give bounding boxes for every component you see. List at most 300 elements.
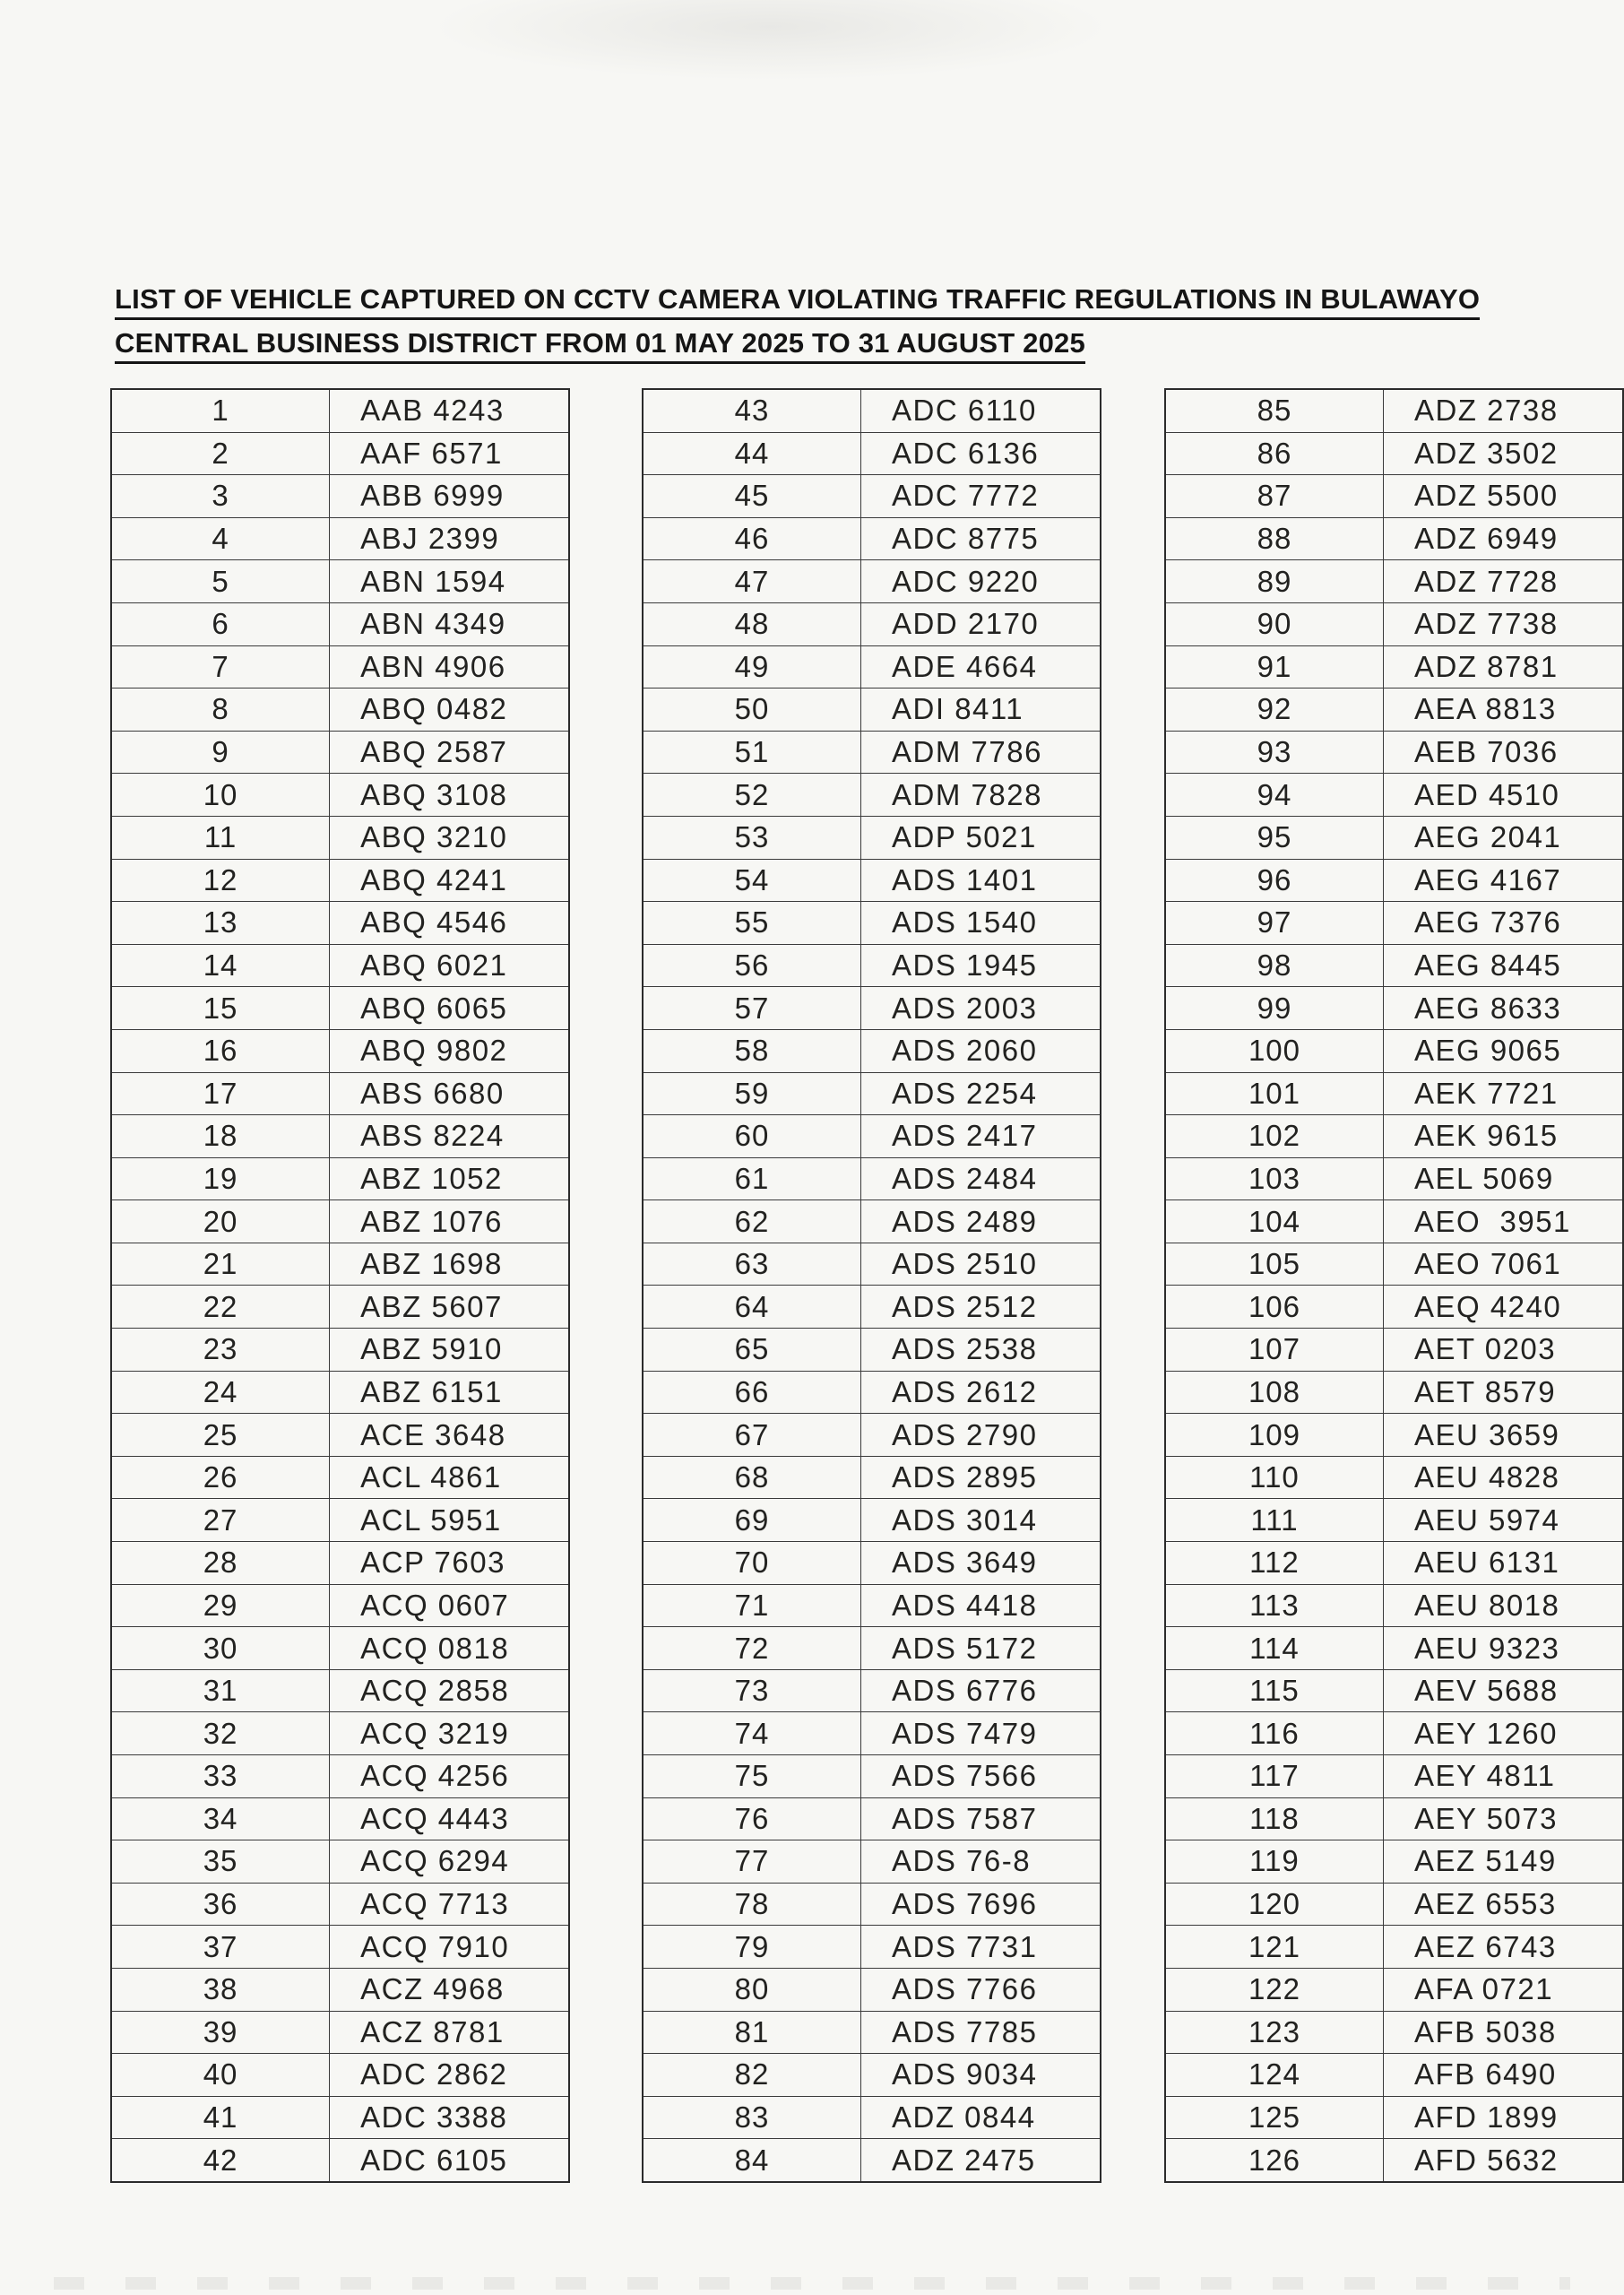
table-row [1165, 1926, 1623, 1969]
plate-number: ADS 2510 [861, 1243, 1101, 1286]
table-row [1165, 1456, 1623, 1499]
table-row [111, 1200, 569, 1243]
row-number: 39 [111, 2011, 330, 2054]
table-row [1165, 902, 1623, 945]
row-number: 104 [1165, 1200, 1383, 1243]
table-row [643, 859, 1101, 902]
table-row [1165, 944, 1623, 987]
table-row [1165, 774, 1623, 817]
row-number: 98 [1165, 944, 1383, 987]
row-number: 41 [111, 2096, 330, 2139]
plate-number: AAF 6571 [330, 432, 569, 475]
table-row [111, 1584, 569, 1627]
plate-number: AEV 5688 [1383, 1669, 1623, 1712]
table-row [111, 1456, 569, 1499]
row-number: 83 [643, 2096, 861, 2139]
row-number: 65 [643, 1329, 861, 1372]
row-number: 92 [1165, 688, 1383, 732]
plate-number: AEU 9323 [1383, 1627, 1623, 1670]
table-row [1165, 1627, 1623, 1670]
plate-number: ADM 7786 [861, 731, 1101, 774]
table-row [1165, 859, 1623, 902]
table-row [111, 389, 569, 432]
table-row [111, 2011, 569, 2054]
row-number: 9 [111, 731, 330, 774]
plate-number: ADS 1540 [861, 902, 1101, 945]
row-number: 106 [1165, 1286, 1383, 1329]
plate-number: ACQ 2858 [330, 1669, 569, 1712]
row-number: 3 [111, 475, 330, 518]
row-number: 21 [111, 1243, 330, 1286]
row-number: 97 [1165, 902, 1383, 945]
table-row [111, 1926, 569, 1969]
plate-number: AET 0203 [1383, 1329, 1623, 1372]
table-row [643, 389, 1101, 432]
table-row [1165, 816, 1623, 859]
plate-number: ABQ 4241 [330, 859, 569, 902]
row-number: 67 [643, 1414, 861, 1457]
table-row [111, 1286, 569, 1329]
table-row [111, 2054, 569, 2097]
table-row [643, 517, 1101, 560]
table-row [643, 1797, 1101, 1840]
plate-number: ABZ 1076 [330, 1200, 569, 1243]
table-row [643, 1371, 1101, 1414]
table-row [111, 902, 569, 945]
plate-number: ACZ 4968 [330, 1968, 569, 2011]
plate-number: ADZ 2475 [861, 2139, 1101, 2182]
table-row [1165, 1669, 1623, 1712]
plate-number: AEO 3951 [1383, 1200, 1623, 1243]
plate-number: ADS 3014 [861, 1499, 1101, 1542]
table-row [643, 1414, 1101, 1457]
row-number: 15 [111, 987, 330, 1030]
row-number: 47 [643, 560, 861, 603]
row-number: 107 [1165, 1329, 1383, 1372]
table-row [643, 1584, 1101, 1627]
plate-number: ABZ 5910 [330, 1329, 569, 1372]
table-row [1165, 1414, 1623, 1457]
plate-number: ACQ 4256 [330, 1755, 569, 1798]
table-row [1165, 602, 1623, 645]
plate-number: ABZ 5607 [330, 1286, 569, 1329]
row-number: 95 [1165, 816, 1383, 859]
plate-number: AEG 9065 [1383, 1029, 1623, 1072]
plate-number: ADI 8411 [861, 688, 1101, 732]
plate-number: ADS 7731 [861, 1926, 1101, 1969]
plate-number: AFD 5632 [1383, 2139, 1623, 2182]
row-number: 70 [643, 1542, 861, 1585]
row-number: 10 [111, 774, 330, 817]
table-row [1165, 1499, 1623, 1542]
table-row [1165, 2054, 1623, 2097]
plate-number: AEL 5069 [1383, 1157, 1623, 1200]
row-number: 117 [1165, 1755, 1383, 1798]
row-number: 56 [643, 944, 861, 987]
row-number: 57 [643, 987, 861, 1030]
row-number: 108 [1165, 1371, 1383, 1414]
table-row [111, 731, 569, 774]
plate-number: AEG 8633 [1383, 987, 1623, 1030]
row-number: 33 [111, 1755, 330, 1798]
table-row [643, 1243, 1101, 1286]
row-number: 12 [111, 859, 330, 902]
table-row [111, 1115, 569, 1158]
plate-number: ACQ 7713 [330, 1883, 569, 1926]
plate-number: ACQ 3219 [330, 1712, 569, 1755]
row-number: 99 [1165, 987, 1383, 1030]
plate-number: AEU 6131 [1383, 1542, 1623, 1585]
plate-number: AEQ 4240 [1383, 1286, 1623, 1329]
plate-number: ACP 7603 [330, 1542, 569, 1585]
table-row [643, 1755, 1101, 1798]
row-number: 4 [111, 517, 330, 560]
plate-number: ADS 6776 [861, 1669, 1101, 1712]
table-row [643, 1712, 1101, 1755]
row-number: 18 [111, 1115, 330, 1158]
table-row [1165, 1797, 1623, 1840]
plate-number: AED 4510 [1383, 774, 1623, 817]
table-row [643, 1029, 1101, 1072]
plate-number: ACQ 7910 [330, 1926, 569, 1969]
row-number: 114 [1165, 1627, 1383, 1670]
table-row [643, 475, 1101, 518]
table-row [643, 688, 1101, 732]
plate-number: AEG 8445 [1383, 944, 1623, 987]
plate-number: ADZ 8781 [1383, 645, 1623, 688]
row-number: 89 [1165, 560, 1383, 603]
table-row [643, 1456, 1101, 1499]
table-row [1165, 517, 1623, 560]
row-number: 8 [111, 688, 330, 732]
table-row [111, 987, 569, 1030]
row-number: 71 [643, 1584, 861, 1627]
plate-number: ABB 6999 [330, 475, 569, 518]
document-title [115, 285, 1480, 373]
table-row [1165, 475, 1623, 518]
table-row [1165, 1329, 1623, 1372]
table-row [111, 432, 569, 475]
row-number: 86 [1165, 432, 1383, 475]
table-row [643, 560, 1101, 603]
table-row [643, 1072, 1101, 1115]
table-row [111, 645, 569, 688]
plate-number: AEY 5073 [1383, 1797, 1623, 1840]
table-row [111, 1414, 569, 1457]
plate-number: ADS 2538 [861, 1329, 1101, 1372]
row-number: 35 [111, 1840, 330, 1884]
plate-number: ACQ 6294 [330, 1840, 569, 1884]
table-row [1165, 1200, 1623, 1243]
table-row [1165, 645, 1623, 688]
table-row [111, 1712, 569, 1755]
plate-number: ABJ 2399 [330, 517, 569, 560]
row-number: 111 [1165, 1499, 1383, 1542]
row-number: 34 [111, 1797, 330, 1840]
row-number: 45 [643, 475, 861, 518]
plate-number: ABN 4906 [330, 645, 569, 688]
plate-number: ADC 6105 [330, 2139, 569, 2182]
table-row [643, 1200, 1101, 1243]
row-number: 81 [643, 2011, 861, 2054]
table-row [111, 774, 569, 817]
plate-number: AEG 4167 [1383, 859, 1623, 902]
row-number: 40 [111, 2054, 330, 2097]
plate-number: ADS 2003 [861, 987, 1101, 1030]
table-row [111, 1968, 569, 2011]
table-row [111, 1669, 569, 1712]
row-number: 123 [1165, 2011, 1383, 2054]
row-number: 43 [643, 389, 861, 432]
table-row [1165, 2096, 1623, 2139]
plate-number: AEU 3659 [1383, 1414, 1623, 1457]
title-line-2: CENTRAL BUSINESS DISTRICT FROM 01 MAY 2025 TO 31 AUGUST 2025 [115, 329, 1085, 364]
table-row [643, 1157, 1101, 1200]
row-number: 55 [643, 902, 861, 945]
table-row [643, 774, 1101, 817]
plate-number: ACL 4861 [330, 1456, 569, 1499]
plate-number: ADS 7587 [861, 1797, 1101, 1840]
plate-number: ADC 6110 [861, 389, 1101, 432]
row-number: 14 [111, 944, 330, 987]
row-number: 85 [1165, 389, 1383, 432]
row-number: 23 [111, 1329, 330, 1372]
row-number: 88 [1165, 517, 1383, 560]
plate-number: ABZ 1698 [330, 1243, 569, 1286]
row-number: 31 [111, 1669, 330, 1712]
row-number: 119 [1165, 1840, 1383, 1884]
table-row [643, 1499, 1101, 1542]
table-row [643, 1840, 1101, 1884]
vehicle-table-1 [110, 388, 570, 2183]
table-row [111, 475, 569, 518]
table-row [1165, 1755, 1623, 1798]
row-number: 66 [643, 1371, 861, 1414]
plate-number: AEY 1260 [1383, 1712, 1623, 1755]
row-number: 115 [1165, 1669, 1383, 1712]
plate-number: ABQ 6065 [330, 987, 569, 1030]
table-row [643, 1115, 1101, 1158]
table-row [643, 1883, 1101, 1926]
row-number: 51 [643, 731, 861, 774]
table-row [643, 944, 1101, 987]
row-number: 49 [643, 645, 861, 688]
row-number: 90 [1165, 602, 1383, 645]
plate-number: ADS 4418 [861, 1584, 1101, 1627]
plate-number: ADS 2612 [861, 1371, 1101, 1414]
row-number: 103 [1165, 1157, 1383, 1200]
plate-number: ABZ 6151 [330, 1371, 569, 1414]
table-row [643, 1542, 1101, 1585]
vehicle-table-2 [642, 388, 1101, 2183]
row-number: 109 [1165, 1414, 1383, 1457]
table-row [643, 731, 1101, 774]
plate-number: ADS 2895 [861, 1456, 1101, 1499]
plate-number: ACQ 0607 [330, 1584, 569, 1627]
plate-number: AEG 7376 [1383, 902, 1623, 945]
row-number: 42 [111, 2139, 330, 2182]
plate-number: ADC 8775 [861, 517, 1101, 560]
row-number: 110 [1165, 1456, 1383, 1499]
row-number: 37 [111, 1926, 330, 1969]
plate-number: ADM 7828 [861, 774, 1101, 817]
plate-number: ACE 3648 [330, 1414, 569, 1457]
table-row [643, 432, 1101, 475]
plate-number: AEZ 6553 [1383, 1883, 1623, 1926]
row-number: 50 [643, 688, 861, 732]
table-row [1165, 1029, 1623, 1072]
table-row [111, 602, 569, 645]
plate-number: ADS 1945 [861, 944, 1101, 987]
row-number: 59 [643, 1072, 861, 1115]
plate-number: ADS 2254 [861, 1072, 1101, 1115]
table-row [643, 2011, 1101, 2054]
row-number: 68 [643, 1456, 861, 1499]
plate-number: ADZ 7728 [1383, 560, 1623, 603]
row-number: 116 [1165, 1712, 1383, 1755]
plate-number: ADS 5172 [861, 1627, 1101, 1670]
row-number: 11 [111, 816, 330, 859]
plate-number: AEO 7061 [1383, 1243, 1623, 1286]
plate-number: ADZ 2738 [1383, 389, 1623, 432]
plate-number: ADC 9220 [861, 560, 1101, 603]
plate-number: ABQ 4546 [330, 902, 569, 945]
table-row [1165, 1584, 1623, 1627]
table-row [1165, 1371, 1623, 1414]
table-row [1165, 1243, 1623, 1286]
row-number: 91 [1165, 645, 1383, 688]
table-row [1165, 1883, 1623, 1926]
row-number: 2 [111, 432, 330, 475]
plate-number: AFB 5038 [1383, 2011, 1623, 2054]
table-row [1165, 2139, 1623, 2182]
table-row [111, 2096, 569, 2139]
table-row [111, 1029, 569, 1072]
plate-number: ABS 8224 [330, 1115, 569, 1158]
plate-number: ABQ 9802 [330, 1029, 569, 1072]
row-number: 77 [643, 1840, 861, 1884]
table-row [111, 517, 569, 560]
plate-number: AEZ 5149 [1383, 1840, 1623, 1884]
row-number: 6 [111, 602, 330, 645]
table-row [643, 1329, 1101, 1372]
row-number: 28 [111, 1542, 330, 1585]
table-row [1165, 1072, 1623, 1115]
row-number: 1 [111, 389, 330, 432]
table-row [111, 1883, 569, 1926]
table-row [643, 1926, 1101, 1969]
plate-number: ACL 5951 [330, 1499, 569, 1542]
title-line-1: LIST OF VEHICLE CAPTURED ON CCTV CAMERA VIOLATING TRAFFIC REGULATIONS IN BULAWAYO [115, 285, 1480, 320]
plate-number: ADS 1401 [861, 859, 1101, 902]
row-number: 16 [111, 1029, 330, 1072]
plate-number: ACQ 0818 [330, 1627, 569, 1670]
plate-number: ADS 7785 [861, 2011, 1101, 2054]
table-row [1165, 389, 1623, 432]
plate-number: ABQ 0482 [330, 688, 569, 732]
plate-number: AAB 4243 [330, 389, 569, 432]
row-number: 58 [643, 1029, 861, 1072]
plate-number: ABQ 3108 [330, 774, 569, 817]
row-number: 17 [111, 1072, 330, 1115]
row-number: 74 [643, 1712, 861, 1755]
row-number: 87 [1165, 475, 1383, 518]
table-row [111, 1329, 569, 1372]
table-row [1165, 2011, 1623, 2054]
row-number: 30 [111, 1627, 330, 1670]
row-number: 52 [643, 774, 861, 817]
plate-number: AFA 0721 [1383, 1968, 1623, 2011]
plate-number: AEK 9615 [1383, 1115, 1623, 1158]
row-number: 25 [111, 1414, 330, 1457]
plate-number: ADS 7566 [861, 1755, 1101, 1798]
row-number: 44 [643, 432, 861, 475]
plate-number: ADZ 6949 [1383, 517, 1623, 560]
row-number: 122 [1165, 1968, 1383, 2011]
row-number: 96 [1165, 859, 1383, 902]
row-number: 26 [111, 1456, 330, 1499]
plate-number: ABQ 3210 [330, 816, 569, 859]
row-number: 118 [1165, 1797, 1383, 1840]
row-number: 7 [111, 645, 330, 688]
table-row [1165, 987, 1623, 1030]
table-row [111, 1542, 569, 1585]
table-row [1165, 1286, 1623, 1329]
plate-number: ADS 2484 [861, 1157, 1101, 1200]
table-row [1165, 432, 1623, 475]
plate-number: ABS 6680 [330, 1072, 569, 1115]
table-row [643, 1627, 1101, 1670]
row-number: 121 [1165, 1926, 1383, 1969]
plate-number: ADS 2790 [861, 1414, 1101, 1457]
table-row [111, 816, 569, 859]
table-row [1165, 688, 1623, 732]
row-number: 19 [111, 1157, 330, 1200]
plate-number: AEU 5974 [1383, 1499, 1623, 1542]
table-row [1165, 1968, 1623, 2011]
table-row [643, 2139, 1101, 2182]
row-number: 60 [643, 1115, 861, 1158]
row-number: 94 [1165, 774, 1383, 817]
row-number: 62 [643, 1200, 861, 1243]
plate-number: ADS 76-8 [861, 1840, 1101, 1884]
plate-number: ABN 4349 [330, 602, 569, 645]
row-number: 22 [111, 1286, 330, 1329]
plate-number: ADS 7696 [861, 1883, 1101, 1926]
row-number: 80 [643, 1968, 861, 2011]
table-row [643, 902, 1101, 945]
vehicle-list-tables [110, 388, 1624, 2183]
table-row [111, 1157, 569, 1200]
plate-number: ADS 3649 [861, 1542, 1101, 1585]
row-number: 27 [111, 1499, 330, 1542]
row-number: 79 [643, 1926, 861, 1969]
plate-number: ABQ 6021 [330, 944, 569, 987]
plate-number: AFD 1899 [1383, 2096, 1623, 2139]
row-number: 61 [643, 1157, 861, 1200]
table-row [111, 1499, 569, 1542]
plate-number: ADS 2417 [861, 1115, 1101, 1158]
table-row [111, 1627, 569, 1670]
row-number: 102 [1165, 1115, 1383, 1158]
table-row [111, 1797, 569, 1840]
plate-number: AEA 8813 [1383, 688, 1623, 732]
table-row [1165, 731, 1623, 774]
row-number: 113 [1165, 1584, 1383, 1627]
row-number: 124 [1165, 2054, 1383, 2097]
plate-number: AFB 6490 [1383, 2054, 1623, 2097]
plate-number: ADD 2170 [861, 602, 1101, 645]
